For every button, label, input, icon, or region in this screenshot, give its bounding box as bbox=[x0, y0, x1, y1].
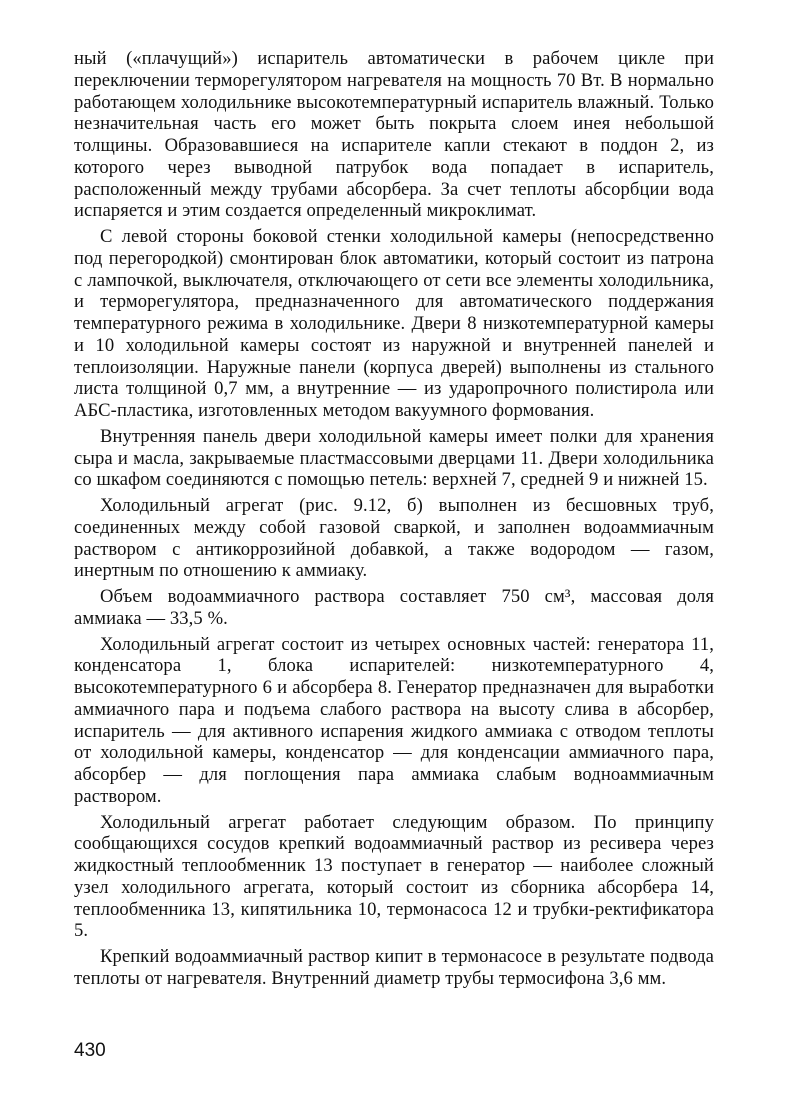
paragraph-2: С левой стороны боковой стенки холодильной камеры (непосредственно под перегородкой) смонтирован блок автоматики, который состоит из патрона с лампочкой, выключателя, отключающего от сети все элементы холодильника, и терморегулятора, предназначенного для автоматического поддержания температурного режима в холодильнике. Двери 8 низкотемпературной камеры и 10 холодильной камеры состоят из наружной и внутренней панелей и теплоизоляции. Наружные панели (корпуса дверей) выполнены из стального листа толщиной 0,7 мм, а внутренние — из ударопрочного полистирола или АБС-пластика, изготовленных методом вакуумного формования. bbox=[74, 226, 714, 421]
paragraph-3: Внутренняя панель двери холодильной камеры имеет полки для хранения сыра и масла, закрываемые пластмассовыми дверцами 11. Двери холодильника со шкафом соединяются с помощью петель: верхней 7, средней 9 и нижней 15. bbox=[74, 425, 714, 491]
paragraph-1: ный («плачущий») испаритель автоматически в рабочем цикле при переключении терморегулятором нагревателя на мощность 70 Вт. В нормально работающем холодильнике высокотемпературный испаритель влажный. Только незначительная часть его может быть покрыта слоем инея небольшой толщины. Образовавшиеся на испарителе капли стекают в поддон 2, из которого через выводной патрубок вода попадает в испаритель, расположенный между трубами абсорбера. За счет теплоты абсорбции вода испаряется и этим создается определенный микроклимат. bbox=[74, 48, 714, 222]
page-number: 430 bbox=[74, 1040, 106, 1061]
paragraph-5: Объем водоаммиачного раствора составляет 750 см³, массовая доля аммиака — 33,5 %. bbox=[74, 586, 714, 629]
page-body bbox=[74, 48, 714, 994]
paragraph-7: Холодильный агрегат работает следующим образом. По принципу сообщающихся сосудов крепкий водоаммиачный раствор из ресивера через жидкостный теплообменник 13 поступает в генератор — наиболее сложный узел холодильного агрегата, который состоит из сборника абсорбера 14, теплообменника 13, кипятильника 10, термонасоса 12 и трубки-ректификатора 5. bbox=[74, 811, 714, 942]
paragraph-6: Холодильный агрегат состоит из четырех основных частей: генератора 11, конденсатора 1, блока испарителей: низкотемпературного 4, высокотемпературного 6 и абсорбера 8. Генератор предназначен для выработки аммиачного пара и подъема слабого раствора на высоту слива в абсорбер, испаритель — для активного испарения жидкого аммиака с отводом теплоты от холодильной камеры, конденсатор — для конденсации аммиачного пара, абсорбер — для поглощения пара аммиака слабым водноаммиачным раствором. bbox=[74, 633, 714, 807]
paragraph-8: Крепкий водоаммиачный раствор кипит в термонасосе в результате подвода теплоты от нагревателя. Внутренний диаметр трубы термосифона 3,6 мм. bbox=[74, 946, 714, 989]
paragraph-4: Холодильный агрегат (рис. 9.12, б) выполнен из бесшовных труб, соединенных между собой газовой сваркой, и заполнен водоаммиачным раствором с антикоррозийной добавкой, а также водородом — газом, инертным по отношению к аммиаку. bbox=[74, 495, 714, 582]
